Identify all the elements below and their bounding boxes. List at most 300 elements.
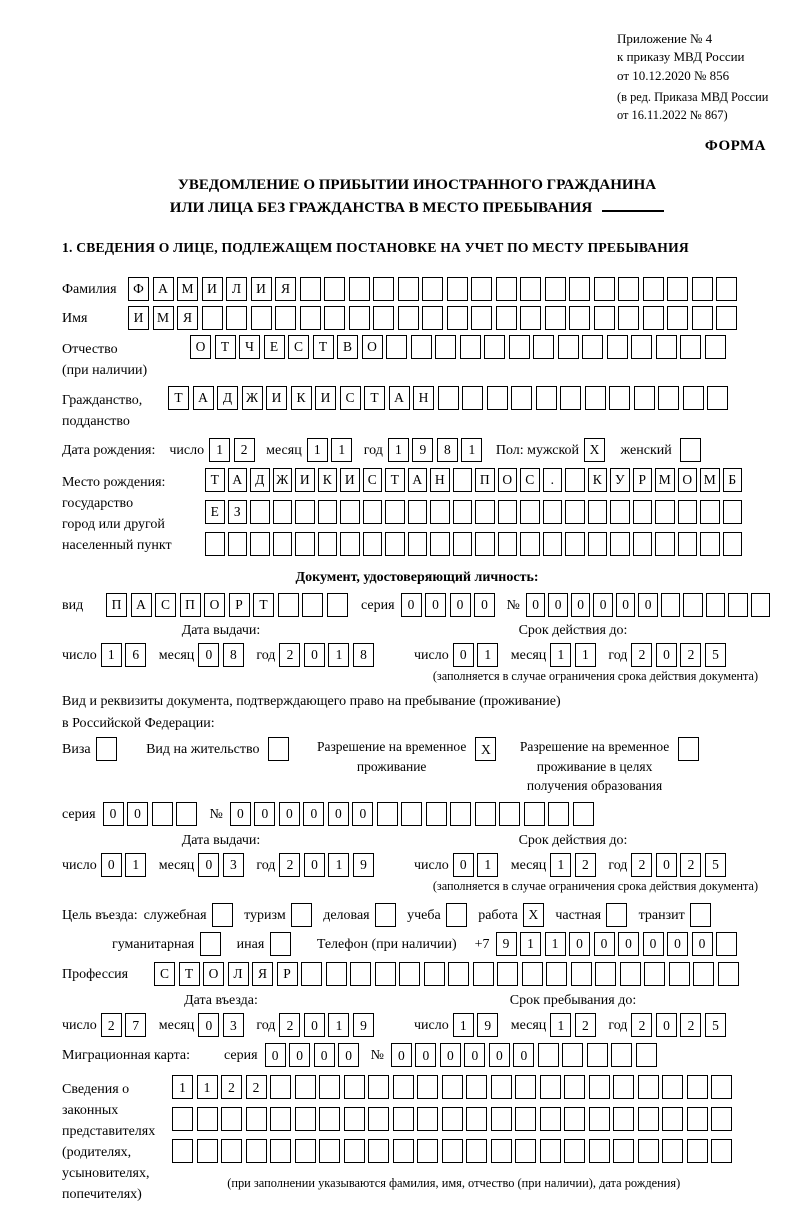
char-cell[interactable] [565,500,585,524]
char-cell[interactable]: Т [313,335,334,359]
char-cell[interactable] [499,802,520,826]
char-cell[interactable]: 0 [616,593,636,617]
char-cell[interactable] [564,1107,585,1131]
char-cell[interactable]: 0 [571,593,591,617]
char-cell[interactable]: И [295,468,315,492]
char-cell[interactable] [473,962,494,986]
char-cell[interactable]: 5 [705,643,726,667]
char-cell[interactable]: 2 [631,1013,652,1037]
char-cell[interactable] [588,532,608,556]
char-cell[interactable]: И [340,468,360,492]
char-cell[interactable]: Т [215,335,236,359]
char-cell[interactable]: 0 [254,802,275,826]
char-cell[interactable] [633,500,653,524]
char-cell[interactable]: 1 [331,438,352,462]
char-cell[interactable]: М [153,306,174,330]
char-cell[interactable] [498,500,518,524]
char-cell[interactable] [250,500,270,524]
char-cell[interactable] [716,277,737,301]
char-cell[interactable] [344,1075,365,1099]
char-cell[interactable]: 0 [450,593,471,617]
char-cell[interactable]: 0 [391,1043,412,1067]
char-cell[interactable]: О [678,468,698,492]
char-cell[interactable] [716,932,737,956]
char-cell[interactable] [487,386,508,410]
char-cell[interactable] [522,962,543,986]
char-cell[interactable]: Ж [273,468,293,492]
char-cell[interactable] [386,335,407,359]
char-cell[interactable] [319,1107,340,1131]
char-cell[interactable] [475,500,495,524]
char-cell[interactable] [250,532,270,556]
char-cell[interactable] [548,802,569,826]
char-cell[interactable] [447,277,468,301]
char-cell[interactable] [520,277,541,301]
char-cell[interactable]: О [203,962,224,986]
char-cell[interactable]: 0 [230,802,251,826]
char-cell[interactable] [613,1075,634,1099]
char-cell[interactable]: Я [177,306,198,330]
char-cell[interactable]: П [180,593,201,617]
char-cell[interactable] [562,1043,583,1067]
char-cell[interactable]: У [610,468,630,492]
char-cell[interactable]: 2 [279,853,300,877]
char-cell[interactable]: 9 [496,932,517,956]
char-cell[interactable]: 6 [125,643,146,667]
char-cell[interactable]: М [700,468,720,492]
char-cell[interactable]: 0 [198,643,219,667]
char-cell[interactable]: И [315,386,336,410]
char-cell[interactable]: 1 [328,1013,349,1037]
char-cell[interactable]: 8 [437,438,458,462]
char-cell[interactable]: Р [277,962,298,986]
char-cell[interactable]: 0 [279,802,300,826]
char-cell[interactable] [270,1075,291,1099]
char-cell[interactable] [700,532,720,556]
char-cell[interactable]: 9 [412,438,433,462]
char-cell[interactable] [430,500,450,524]
char-cell[interactable] [644,962,665,986]
char-cell[interactable] [197,1107,218,1131]
char-cell[interactable]: А [153,277,174,301]
char-cell[interactable] [368,1075,389,1099]
char-cell[interactable] [658,386,679,410]
checkbox-cell[interactable] [375,903,396,927]
char-cell[interactable]: Л [228,962,249,986]
char-cell[interactable] [655,500,675,524]
char-cell[interactable] [466,1075,487,1099]
char-cell[interactable] [375,962,396,986]
char-cell[interactable]: А [131,593,152,617]
char-cell[interactable]: М [655,468,675,492]
char-cell[interactable] [326,962,347,986]
char-cell[interactable] [295,1107,316,1131]
checkbox-cell[interactable] [268,737,289,761]
char-cell[interactable] [611,1043,632,1067]
char-cell[interactable] [466,1139,487,1163]
char-cell[interactable] [393,1139,414,1163]
char-cell[interactable]: 0 [593,593,613,617]
char-cell[interactable]: 1 [209,438,230,462]
char-cell[interactable]: 0 [453,643,474,667]
char-cell[interactable]: 1 [550,1013,571,1037]
char-cell[interactable]: Н [413,386,434,410]
char-cell[interactable] [295,500,315,524]
char-cell[interactable]: 0 [440,1043,461,1067]
char-cell[interactable] [221,1107,242,1131]
char-cell[interactable] [411,335,432,359]
char-cell[interactable]: З [228,500,248,524]
char-cell[interactable] [438,386,459,410]
char-cell[interactable]: 0 [618,932,639,956]
char-cell[interactable]: 3 [223,1013,244,1037]
char-cell[interactable] [273,532,293,556]
char-cell[interactable]: 0 [304,1013,325,1037]
char-cell[interactable]: Л [226,277,247,301]
char-cell[interactable]: 0 [425,593,446,617]
char-cell[interactable] [655,532,675,556]
char-cell[interactable]: 0 [103,802,124,826]
checkbox-cell[interactable] [680,438,701,462]
char-cell[interactable] [540,1075,561,1099]
char-cell[interactable] [667,277,688,301]
char-cell[interactable] [278,593,299,617]
char-cell[interactable] [393,1075,414,1099]
char-cell[interactable]: Т [364,386,385,410]
checkbox-cell[interactable] [606,903,627,927]
checkbox-cell[interactable] [270,932,291,956]
char-cell[interactable]: 1 [575,643,596,667]
char-cell[interactable]: А [389,386,410,410]
char-cell[interactable] [571,962,592,986]
char-cell[interactable]: 1 [125,853,146,877]
char-cell[interactable]: Н [430,468,450,492]
char-cell[interactable] [662,1107,683,1131]
char-cell[interactable] [723,500,743,524]
char-cell[interactable] [430,532,450,556]
char-cell[interactable]: 0 [198,1013,219,1037]
char-cell[interactable] [613,1139,634,1163]
char-cell[interactable] [318,500,338,524]
char-cell[interactable]: Б [723,468,743,492]
char-cell[interactable] [448,962,469,986]
char-cell[interactable] [340,500,360,524]
char-cell[interactable] [546,962,567,986]
char-cell[interactable] [442,1075,463,1099]
char-cell[interactable]: Д [250,468,270,492]
char-cell[interactable]: 0 [314,1043,335,1067]
char-cell[interactable] [228,532,248,556]
char-cell[interactable]: Я [252,962,273,986]
char-cell[interactable] [422,277,443,301]
char-cell[interactable] [610,532,630,556]
char-cell[interactable] [491,1139,512,1163]
char-cell[interactable]: П [106,593,127,617]
char-cell[interactable] [638,1075,659,1099]
char-cell[interactable] [594,306,615,330]
char-cell[interactable] [176,802,197,826]
char-cell[interactable]: С [340,386,361,410]
char-cell[interactable] [643,306,664,330]
char-cell[interactable]: В [337,335,358,359]
char-cell[interactable]: Т [179,962,200,986]
char-cell[interactable] [565,532,585,556]
char-cell[interactable]: 0 [513,1043,534,1067]
char-cell[interactable]: . [543,468,563,492]
char-cell[interactable] [385,500,405,524]
char-cell[interactable] [246,1139,267,1163]
char-cell[interactable] [667,306,688,330]
char-cell[interactable] [662,1139,683,1163]
char-cell[interactable] [607,335,628,359]
char-cell[interactable] [569,306,590,330]
checkbox-cell[interactable] [212,903,233,927]
char-cell[interactable]: 0 [569,932,590,956]
char-cell[interactable]: 0 [303,802,324,826]
char-cell[interactable] [520,500,540,524]
char-cell[interactable] [589,1107,610,1131]
char-cell[interactable] [543,500,563,524]
char-cell[interactable] [221,1139,242,1163]
char-cell[interactable]: Ж [242,386,263,410]
char-cell[interactable]: 0 [692,932,713,956]
char-cell[interactable] [669,962,690,986]
char-cell[interactable] [435,335,456,359]
char-cell[interactable] [700,500,720,524]
char-cell[interactable] [475,802,496,826]
char-cell[interactable] [687,1107,708,1131]
char-cell[interactable] [417,1139,438,1163]
char-cell[interactable]: 0 [474,593,495,617]
char-cell[interactable]: 0 [656,643,677,667]
char-cell[interactable] [609,386,630,410]
char-cell[interactable]: О [498,468,518,492]
checkbox-cell[interactable]: X [523,903,544,927]
char-cell[interactable]: П [475,468,495,492]
char-cell[interactable]: 5 [705,1013,726,1037]
char-cell[interactable]: Р [633,468,653,492]
char-cell[interactable] [638,1107,659,1131]
char-cell[interactable] [344,1107,365,1131]
char-cell[interactable] [545,277,566,301]
char-cell[interactable] [564,1075,585,1099]
char-cell[interactable] [226,306,247,330]
char-cell[interactable] [422,306,443,330]
char-cell[interactable]: 7 [125,1013,146,1037]
char-cell[interactable]: И [266,386,287,410]
char-cell[interactable] [401,802,422,826]
char-cell[interactable] [393,1107,414,1131]
char-cell[interactable] [349,306,370,330]
char-cell[interactable]: 1 [461,438,482,462]
char-cell[interactable] [496,277,517,301]
char-cell[interactable] [246,1107,267,1131]
char-cell[interactable]: К [291,386,312,410]
char-cell[interactable] [718,962,739,986]
char-cell[interactable] [324,277,345,301]
checkbox-cell[interactable] [200,932,221,956]
char-cell[interactable]: 0 [464,1043,485,1067]
char-cell[interactable] [447,306,468,330]
char-cell[interactable]: И [251,277,272,301]
char-cell[interactable]: 1 [388,438,409,462]
char-cell[interactable] [564,1139,585,1163]
char-cell[interactable] [327,593,348,617]
char-cell[interactable]: Ч [239,335,260,359]
char-cell[interactable] [497,962,518,986]
checkbox-cell[interactable] [690,903,711,927]
char-cell[interactable] [656,335,677,359]
char-cell[interactable] [683,593,703,617]
char-cell[interactable]: 0 [304,643,325,667]
char-cell[interactable]: 1 [101,643,122,667]
char-cell[interactable] [340,532,360,556]
char-cell[interactable]: 1 [477,853,498,877]
char-cell[interactable] [558,335,579,359]
char-cell[interactable]: Т [385,468,405,492]
char-cell[interactable] [680,335,701,359]
char-cell[interactable] [636,1043,657,1067]
char-cell[interactable]: Т [253,593,274,617]
char-cell[interactable] [515,1107,536,1131]
char-cell[interactable] [350,962,371,986]
char-cell[interactable] [618,306,639,330]
char-cell[interactable]: 1 [520,932,541,956]
char-cell[interactable]: 2 [575,1013,596,1037]
char-cell[interactable] [693,962,714,986]
checkbox-cell[interactable] [96,737,117,761]
char-cell[interactable] [678,500,698,524]
char-cell[interactable]: Д [217,386,238,410]
char-cell[interactable]: С [288,335,309,359]
char-cell[interactable] [453,468,473,492]
char-cell[interactable] [588,500,608,524]
checkbox-cell[interactable]: X [584,438,605,462]
char-cell[interactable] [377,802,398,826]
char-cell[interactable]: 0 [594,932,615,956]
char-cell[interactable] [589,1075,610,1099]
char-cell[interactable] [631,335,652,359]
char-cell[interactable] [587,1043,608,1067]
char-cell[interactable] [302,593,323,617]
char-cell[interactable]: 2 [680,1013,701,1037]
char-cell[interactable] [638,1139,659,1163]
char-cell[interactable]: 2 [680,853,701,877]
char-cell[interactable]: Т [168,386,189,410]
char-cell[interactable] [373,306,394,330]
char-cell[interactable] [634,386,655,410]
char-cell[interactable]: 0 [667,932,688,956]
char-cell[interactable]: 0 [101,853,122,877]
char-cell[interactable] [661,593,681,617]
char-cell[interactable]: С [363,468,383,492]
char-cell[interactable] [687,1139,708,1163]
char-cell[interactable] [543,532,563,556]
char-cell[interactable] [723,532,743,556]
char-cell[interactable]: 0 [127,802,148,826]
char-cell[interactable] [398,277,419,301]
char-cell[interactable] [509,335,530,359]
char-cell[interactable]: 2 [680,643,701,667]
char-cell[interactable] [466,1107,487,1131]
char-cell[interactable]: 8 [353,643,374,667]
char-cell[interactable] [711,1107,732,1131]
char-cell[interactable] [417,1075,438,1099]
char-cell[interactable] [301,962,322,986]
char-cell[interactable]: 9 [477,1013,498,1037]
char-cell[interactable] [545,306,566,330]
char-cell[interactable] [408,500,428,524]
char-cell[interactable] [275,306,296,330]
char-cell[interactable]: 2 [234,438,255,462]
char-cell[interactable] [462,386,483,410]
char-cell[interactable]: О [362,335,383,359]
char-cell[interactable]: Я [275,277,296,301]
char-cell[interactable] [460,335,481,359]
char-cell[interactable] [197,1139,218,1163]
char-cell[interactable] [582,335,603,359]
char-cell[interactable] [251,306,272,330]
char-cell[interactable] [295,532,315,556]
char-cell[interactable] [643,277,664,301]
char-cell[interactable] [515,1139,536,1163]
char-cell[interactable] [705,335,726,359]
char-cell[interactable]: 1 [545,932,566,956]
char-cell[interactable] [610,500,630,524]
char-cell[interactable]: 2 [101,1013,122,1037]
char-cell[interactable]: 2 [221,1075,242,1099]
char-cell[interactable] [520,532,540,556]
char-cell[interactable] [711,1075,732,1099]
char-cell[interactable]: И [128,306,149,330]
char-cell[interactable]: 1 [307,438,328,462]
char-cell[interactable] [300,277,321,301]
checkbox-cell[interactable] [678,737,699,761]
char-cell[interactable]: 0 [656,853,677,877]
char-cell[interactable]: 0 [638,593,658,617]
char-cell[interactable] [540,1139,561,1163]
char-cell[interactable] [172,1139,193,1163]
char-cell[interactable] [524,802,545,826]
char-cell[interactable] [398,306,419,330]
char-cell[interactable] [613,1107,634,1131]
char-cell[interactable]: А [193,386,214,410]
char-cell[interactable] [620,962,641,986]
char-cell[interactable]: О [190,335,211,359]
char-cell[interactable]: 0 [352,802,373,826]
char-cell[interactable]: Т [205,468,225,492]
char-cell[interactable] [270,1107,291,1131]
char-cell[interactable] [585,386,606,410]
char-cell[interactable] [573,802,594,826]
char-cell[interactable]: 1 [172,1075,193,1099]
char-cell[interactable] [408,532,428,556]
char-cell[interactable]: Ф [128,277,149,301]
char-cell[interactable]: 0 [489,1043,510,1067]
char-cell[interactable] [172,1107,193,1131]
checkbox-cell[interactable]: X [475,737,496,761]
char-cell[interactable]: С [155,593,176,617]
char-cell[interactable] [728,593,748,617]
char-cell[interactable] [417,1107,438,1131]
char-cell[interactable] [491,1075,512,1099]
char-cell[interactable]: 1 [328,853,349,877]
char-cell[interactable] [498,532,518,556]
char-cell[interactable] [373,277,394,301]
char-cell[interactable]: 5 [705,853,726,877]
char-cell[interactable]: 2 [575,853,596,877]
char-cell[interactable] [475,532,495,556]
